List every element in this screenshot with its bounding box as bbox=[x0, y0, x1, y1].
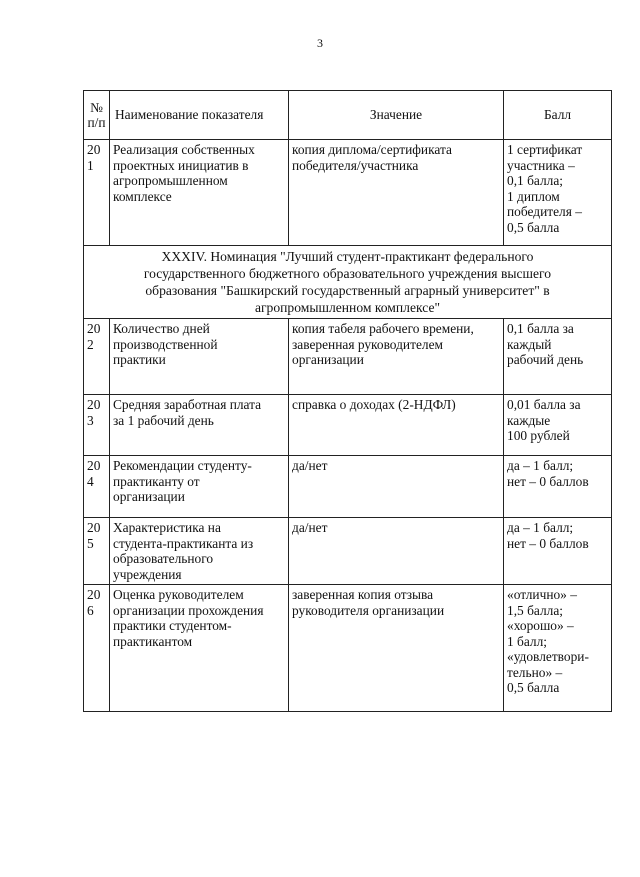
indicator-name bbox=[110, 518, 289, 585]
indicator-value bbox=[289, 140, 504, 246]
indicator-score-line: «удовлетвори- bbox=[507, 649, 589, 664]
table-row bbox=[84, 585, 612, 712]
indicator-name-line: Рекомендации студенту- bbox=[113, 458, 252, 473]
indicator-score bbox=[504, 319, 612, 395]
indicator-score-line: 100 рублей bbox=[507, 428, 570, 443]
row-number: 206 bbox=[84, 585, 110, 712]
indicator-name-line: учреждения bbox=[113, 566, 182, 582]
indicator-value bbox=[289, 395, 504, 456]
section-title-line: государственного бюджетного образовательного учреждения высшего bbox=[143, 266, 552, 281]
section-title-line: XXXIV. Номинация "Лучший студент-практикант федерального bbox=[161, 249, 534, 264]
indicator-score-line: 0,01 балла за bbox=[507, 397, 581, 412]
indicator-name-line: проектных инициатив в bbox=[113, 157, 249, 173]
indicator-value-line: руководителя организации bbox=[292, 602, 445, 618]
indicator-score-line: да – 1 балл; bbox=[507, 458, 574, 473]
section-title bbox=[84, 246, 612, 319]
indicator-score bbox=[504, 395, 612, 456]
indicator-score bbox=[504, 456, 612, 518]
indicator-name-line: практиканту от bbox=[113, 473, 200, 489]
indicator-name-line: образовательного bbox=[113, 551, 214, 566]
indicator-name-line: за 1 рабочий день bbox=[113, 412, 214, 428]
indicator-name-line: Средняя заработная плата bbox=[113, 397, 262, 412]
indicator-score-line: 1 сертификат bbox=[507, 142, 583, 157]
row-number: 202 bbox=[84, 319, 110, 395]
indicator-value-line: копия табеля рабочего времени, bbox=[292, 321, 474, 336]
indicator-name-line: организации bbox=[113, 489, 185, 504]
indicator-score-line: нет – 0 баллов bbox=[507, 473, 589, 489]
indicator-score-line: «отлично» – bbox=[507, 587, 577, 602]
row-number: 205 bbox=[84, 518, 110, 585]
indicator-name-line: практики студентом- bbox=[113, 618, 232, 633]
row-number: 204 bbox=[84, 456, 110, 518]
indicator-name-line: Количество дней bbox=[113, 321, 210, 336]
indicator-score-line: нет – 0 баллов bbox=[507, 535, 589, 551]
indicator-score-line: 0,1 балла за bbox=[507, 321, 574, 336]
indicator-value-line: копия диплома/сертификата bbox=[292, 142, 452, 157]
indicator-name bbox=[110, 585, 289, 712]
page-number: 3 bbox=[317, 36, 323, 50]
indicator-score-line: рабочий день bbox=[507, 352, 584, 367]
indicator-value-line: справка о доходах (2-НДФЛ) bbox=[292, 397, 456, 412]
indicator-score-line: 1 балл; bbox=[507, 633, 548, 649]
indicator-value-line: заверенная руководителем bbox=[292, 336, 443, 352]
indicator-score-line: каждый bbox=[507, 336, 552, 352]
header-name: Наименование показателя bbox=[110, 91, 289, 140]
indicator-score-line: 0,5 балла bbox=[507, 680, 560, 695]
section-row bbox=[84, 246, 612, 319]
indicator-score-line: да – 1 балл; bbox=[507, 520, 574, 535]
row-number: 201 bbox=[84, 140, 110, 246]
header-num-line: № bbox=[90, 99, 103, 115]
table-row bbox=[84, 140, 612, 246]
table-row bbox=[84, 395, 612, 456]
indicator-score-line: 0,5 балла bbox=[507, 219, 560, 235]
indicator-score-line: 1 диплом bbox=[507, 188, 560, 204]
table-header-row bbox=[84, 91, 612, 140]
header-score: Балл bbox=[504, 91, 612, 140]
row-number: 203 bbox=[84, 395, 110, 456]
header-num bbox=[84, 91, 110, 140]
indicator-score bbox=[504, 518, 612, 585]
indicator-name bbox=[110, 140, 289, 246]
indicator-score bbox=[504, 140, 612, 246]
indicator-name-line: Оценка руководителем bbox=[113, 587, 244, 602]
header-num-line: п/п bbox=[87, 115, 106, 130]
indicator-name-line: практики bbox=[113, 352, 166, 367]
indicator-name-line: студента-практиканта из bbox=[113, 535, 254, 551]
indicator-score-line: тельно» – bbox=[507, 664, 563, 680]
indicator-value bbox=[289, 456, 504, 518]
indicator-value-line: да/нет bbox=[292, 520, 328, 535]
indicator-value bbox=[289, 319, 504, 395]
indicator-name-line: агропромышленном bbox=[113, 173, 228, 188]
criteria-table bbox=[83, 90, 612, 712]
indicator-value-line: организации bbox=[292, 352, 364, 367]
indicator-name-line: комплексе bbox=[113, 188, 172, 204]
indicator-value-line: заверенная копия отзыва bbox=[292, 587, 434, 602]
indicator-score bbox=[504, 585, 612, 712]
indicator-name-line: Реализация собственных bbox=[113, 142, 255, 157]
indicator-value-line: победителя/участника bbox=[292, 157, 419, 173]
indicator-name-line: практикантом bbox=[113, 633, 193, 649]
table-row bbox=[84, 319, 612, 395]
indicator-name bbox=[110, 456, 289, 518]
header-value: Значение bbox=[289, 91, 504, 140]
table-row bbox=[84, 456, 612, 518]
indicator-score-line: каждые bbox=[507, 412, 551, 428]
indicator-value-line: да/нет bbox=[292, 458, 328, 473]
indicator-score-line: 0,1 балла; bbox=[507, 173, 563, 188]
indicator-value bbox=[289, 518, 504, 585]
table-row bbox=[84, 518, 612, 585]
indicator-name-line: Характеристика на bbox=[113, 520, 221, 535]
section-title-line: агропромышленном комплексе" bbox=[254, 300, 441, 315]
indicator-score-line: 1,5 балла; bbox=[507, 602, 563, 618]
indicator-name-line: производственной bbox=[113, 336, 218, 352]
indicator-score-line: победителя – bbox=[507, 204, 582, 219]
indicator-score-line: «хорошо» – bbox=[507, 618, 574, 633]
indicator-name bbox=[110, 319, 289, 395]
section-title-line: образования "Башкирский государственный аграрный университет" в bbox=[145, 283, 550, 298]
indicator-name-line: организации прохождения bbox=[113, 602, 264, 618]
indicator-value bbox=[289, 585, 504, 712]
indicator-name bbox=[110, 395, 289, 456]
criteria-table-body bbox=[84, 91, 612, 712]
indicator-score-line: участника – bbox=[507, 157, 575, 173]
